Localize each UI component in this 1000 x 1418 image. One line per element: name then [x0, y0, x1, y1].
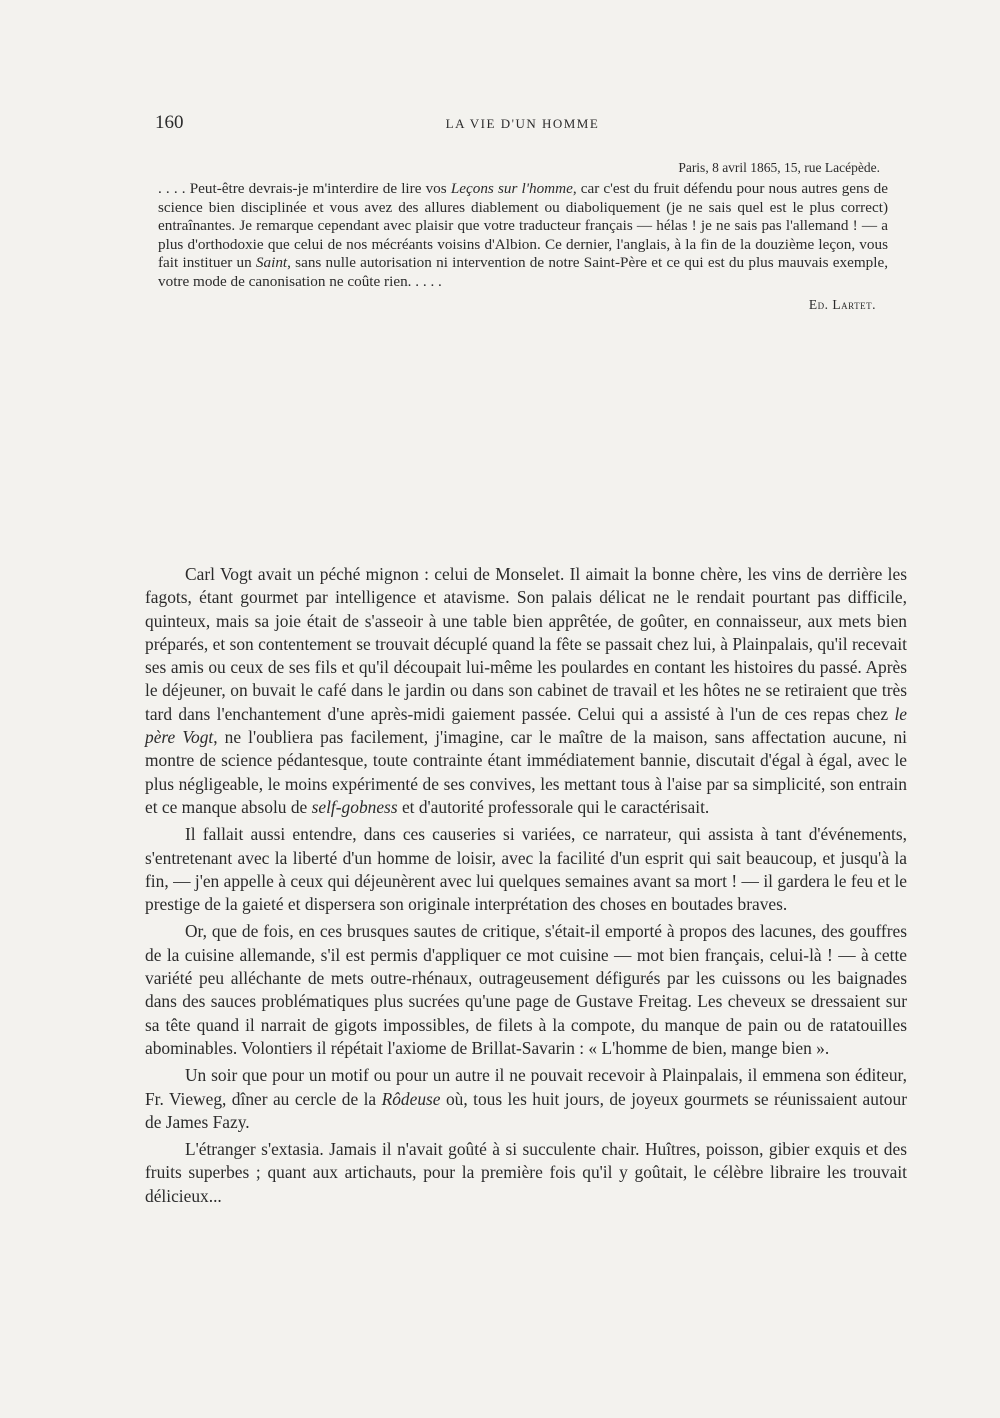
letter-text: , car c'est du fruit défendu pour nous autres gens de science bien disciplinée et vous avez des allures diablement ou diaboliquement (je ne sais quel est le plus correct) entraînantes. Je remarque cependant avec plaisir que votre traducteur français — hélas ! je ne sais pas l'allemand ! — a plus d'orthodoxie que celui de nos mécréants voisins d'Albion. Ce dernier, l'anglais, à la fin de la douzième leçon, vous fait instituer un: [158, 180, 889, 271]
letter-body: [158, 180, 888, 291]
italic-phrase: le père Vogt: [145, 703, 907, 748]
paragraph-text: où, tous les huit jours, de joyeux gourmets se réunissaient autour de James Fazy.: [145, 1088, 907, 1132]
paragraph-text: , ne l'oubliera pas facilement, j'imagine, car le maître de la maison, sans affectation aucune, ni montre de science pédantesque, toute contrainte étant immédiatement bannie, discutait d'égal à égal, avec le plus négligeable, le moins expérimenté de ses convives, les mettant tous à l'aise par sa simplicité, son entrain et ce manque absolu de: [145, 727, 907, 817]
letter-italic-word: Saint: [255, 254, 288, 271]
italic-phrase: Rôdeuse: [381, 1088, 441, 1109]
letter-dateline: Paris, 8 avril 1865, 15, rue Lacépède.: [678, 160, 880, 175]
paragraph-2: Il fallait aussi entendre, dans ces causeries si variées, ce narrateur, qui assista à tant d'événements, s'entretenant avec la liberté d'un homme de loisir, avec la facilité d'un esprit qui sait beaucoup, et jusqu'à la fin, — j'en appelle à ceux qui déjeunèrent avec lui quelques semaines avant sa mort ! — il gardera le feu et le prestige de la gaieté et dispersera son originale interprétation des choses en boutades braves.: [145, 824, 907, 915]
running-title: LA VIE D'UN HOMME: [445, 116, 600, 131]
paragraph-text: et d'autorité professorale qui le caractérisait.: [397, 796, 710, 817]
paragraph-1: [145, 563, 907, 819]
letter-text: , sans nulle autorisation ni intervention de notre Saint-Père et ce qui est du plus mauvais exemple, votre mode de canonisation ne coûte rien. . . . .: [158, 254, 888, 290]
paragraph-4: [145, 1064, 907, 1134]
main-text: [145, 563, 907, 1208]
letter-text: . . . . Peut-être devrais-je m'interdire de lire vos: [158, 180, 451, 197]
letter-italic-title: Leçons sur l'homme: [450, 180, 573, 197]
paragraph-3: Or, que de fois, en ces brusques sautes de critique, s'était-il emporté à propos des lacunes, des gouffres de la cuisine allemande, s'il est permis d'appliquer ce mot cuisine — mot bien français, celui-là ! — à cette variété peu alléchante de mets outre-rhénaux, outrageusement défigurés par les cuissons ou les baignades dans des sauces problématiques plus sucrées qu'une page de Gustave Freitag. Les cheveux se dressaient sur sa tête quand il narrait de gigots impossibles, de filets à la compote, du manque de pain ou de ratatouilles abominables. Volontiers il répétait l'axiome de Brillat-Savarin : « L'homme de bien, mange bien ».: [145, 921, 907, 1058]
italic-phrase: self-gobness: [311, 796, 398, 817]
letter-signature: Ed. Lartet.: [808, 297, 876, 312]
paragraph-5: L'étranger s'extasia. Jamais il n'avait goûté à si succulente chair. Huîtres, poisson, gibier exquis et des fruits superbes ; quant aux artichauts, pour la première fois qu'il y goûtait, le célèbre libraire les trouvait délicieux...: [145, 1139, 907, 1206]
paragraph-text: Un soir que pour un motif ou pour un autre il ne pouvait recevoir à Plainpalais, il emmena son éditeur, Fr. Vieweg, dîner au cercle de la: [145, 1065, 907, 1109]
paragraph-text: Carl Vogt avait un péché mignon : celui de Monselet. Il aimait la bonne chère, les vins de derrière les fagots, étant gourmet par intelligence et atavisme. Son palais délicat ne le rendait pourtant pas difficile, quinteux, mais sa joie était de s'asseoir à une table bien apprêtée, de goûter, en connaisseur, aux mets bien préparés, et son contentement se trouvait décuplé quand la fête se passait chez lui, à Plainpalais, qu'il recevait ses amis ou ceux de ses fils et qu'il découpait lui-même les poulardes en contant les histoires du passé. Après le déjeuner, on buvait le café dans le jardin ou dans son cabinet de travail et les hôtes ne se retiraient que très tard dans l'enchantement d'une après-midi gaiement passée. Celui qui a assisté à l'un de ces repas chez: [145, 564, 907, 724]
page-number: 160: [155, 112, 184, 133]
quoted-letter: [158, 160, 888, 313]
page-header: [155, 112, 890, 142]
